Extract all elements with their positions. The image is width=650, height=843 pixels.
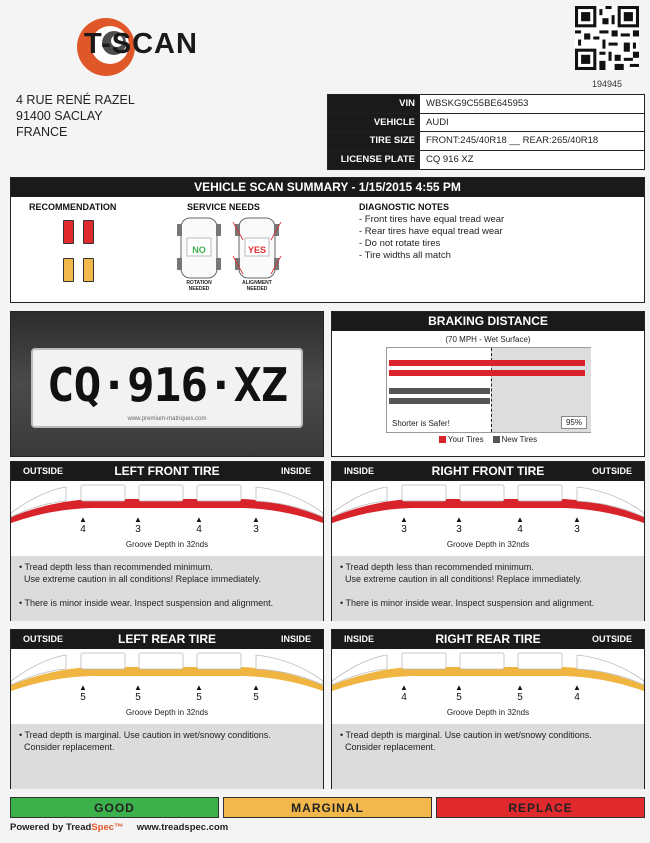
groove-depth bbox=[246, 516, 266, 535]
new-tires-swatch bbox=[493, 436, 500, 443]
groove-depth bbox=[510, 516, 530, 535]
groove-depth bbox=[246, 684, 266, 703]
arrow-up-icon: ▲ bbox=[252, 515, 260, 524]
groove-depth-value: 3 bbox=[401, 524, 407, 535]
tire-side-left: OUTSIDE bbox=[23, 466, 64, 476]
note-spacer bbox=[19, 585, 315, 597]
recommendation-lr-tire bbox=[63, 258, 74, 282]
tire-size-row bbox=[328, 132, 644, 151]
recommendation-heading: RECOMMENDATION bbox=[29, 202, 117, 212]
vehicle-value: AUDI bbox=[420, 114, 644, 132]
tire-note: • Tread depth less than recommended minimum. bbox=[19, 562, 213, 572]
rotation-caption-line: ROTATION bbox=[186, 280, 212, 286]
scan-summary-panel bbox=[10, 177, 645, 303]
diagnostic-note: - Rear tires have equal tread wear bbox=[359, 226, 503, 237]
arrow-up-icon: ▲ bbox=[400, 515, 408, 524]
note-spacer bbox=[340, 585, 636, 597]
summary-title: VEHICLE SCAN SUMMARY - 1/15/2015 4:55 PM bbox=[11, 178, 644, 197]
diagnostic-note: - Tire widths all match bbox=[359, 250, 451, 261]
tire-title: LEFT REAR TIRE bbox=[118, 632, 216, 646]
braking-percent: 95% bbox=[561, 416, 587, 429]
recommendation-lf-tire bbox=[63, 220, 74, 244]
plate-text: CQ·916·XZ bbox=[46, 358, 288, 412]
groove-depth-value: 5 bbox=[196, 692, 202, 703]
vehicle-label: VEHICLE bbox=[328, 114, 420, 132]
groove-depth-value: 3 bbox=[574, 524, 580, 535]
recommendation-rr-tire bbox=[83, 258, 94, 282]
tire-note: • Tread depth is marginal. Use caution in wet/snowy conditions. bbox=[340, 730, 592, 740]
license-plate bbox=[31, 348, 303, 428]
tire-notes bbox=[11, 724, 323, 789]
powered-by bbox=[10, 822, 228, 833]
alignment-caption-line: ALIGNMENT bbox=[242, 280, 272, 286]
tread-profile-graphic bbox=[332, 481, 644, 531]
groove-depth-label: Groove Depth in 32nds bbox=[125, 540, 209, 549]
tire-side-left: OUTSIDE bbox=[23, 634, 64, 644]
tire-notes bbox=[11, 556, 323, 621]
tire-side-right: INSIDE bbox=[280, 634, 311, 644]
new-tires-bar bbox=[389, 398, 490, 404]
tire-size-value: FRONT:245/40R18 __ REAR:265/40R18 bbox=[420, 132, 644, 150]
tread-profile-graphic bbox=[332, 649, 644, 699]
plate-maker-text: www.premium-matriques.com bbox=[127, 416, 207, 422]
tire-notes bbox=[332, 556, 644, 621]
tire-header bbox=[11, 630, 323, 649]
rotation-caption bbox=[177, 280, 221, 292]
groove-depth-label: Groove Depth in 32nds bbox=[446, 540, 530, 549]
groove-depth-value: 5 bbox=[517, 692, 523, 703]
condition-good: GOOD bbox=[10, 797, 219, 818]
groove-depth bbox=[510, 684, 530, 703]
braking-distance-panel bbox=[331, 311, 645, 457]
tread-profile-graphic bbox=[11, 481, 323, 531]
report-id: 194945 bbox=[591, 79, 623, 89]
your-tires-legend: Your Tires bbox=[447, 435, 484, 444]
groove-depth-value: 5 bbox=[456, 692, 462, 703]
alignment-caption-line: NEEDED bbox=[246, 286, 268, 292]
groove-depth-value: 3 bbox=[253, 524, 259, 535]
condition-marginal: MARGINAL bbox=[223, 797, 432, 818]
tire-side-left: INSIDE bbox=[344, 466, 375, 476]
rotation-caption-line: NEEDED bbox=[188, 286, 210, 292]
groove-depth bbox=[567, 516, 587, 535]
recommendation-rf-tire bbox=[83, 220, 94, 244]
tire-title: LEFT FRONT TIRE bbox=[114, 464, 220, 478]
groove-depth bbox=[189, 684, 209, 703]
diagnostic-notes-heading: DIAGNOSTIC NOTES bbox=[359, 202, 450, 212]
groove-depth bbox=[73, 516, 93, 535]
arrow-up-icon: ▲ bbox=[79, 683, 87, 692]
new-tires-bar bbox=[389, 388, 490, 394]
tire-notes bbox=[332, 724, 644, 789]
arrow-up-icon: ▲ bbox=[516, 515, 524, 524]
address-line: 91400 SACLAY bbox=[16, 109, 103, 123]
tire-note: • Tread depth less than recommended minimum. bbox=[340, 562, 534, 572]
qr-code-icon bbox=[575, 6, 639, 70]
tire-note: • There is minor inside wear. Inspect suspension and alignment. bbox=[19, 598, 274, 608]
right-rear-tire-panel bbox=[331, 629, 645, 789]
new-tires-legend: New Tires bbox=[501, 435, 538, 444]
powered-by-label: Powered by Tread bbox=[10, 822, 92, 833]
braking-title: BRAKING DISTANCE bbox=[332, 312, 644, 331]
arrow-up-icon: ▲ bbox=[455, 683, 463, 692]
diagnostic-note: - Front tires have equal tread wear bbox=[359, 214, 505, 225]
left-front-tire-panel bbox=[10, 461, 324, 621]
arrow-up-icon: ▲ bbox=[573, 683, 581, 692]
groove-depth-value: 4 bbox=[574, 692, 580, 703]
your-tires-swatch bbox=[439, 436, 446, 443]
license-plate-value: CQ 916 XZ bbox=[420, 151, 644, 170]
arrow-up-icon: ▲ bbox=[400, 683, 408, 692]
vin-value: WBSKG9C55BE645953 bbox=[420, 95, 644, 113]
powered-by-brand: Spec™ bbox=[91, 822, 124, 833]
groove-depth-value: 4 bbox=[401, 692, 407, 703]
vehicle-row bbox=[328, 114, 644, 133]
groove-depth bbox=[449, 684, 469, 703]
alignment-status: YES bbox=[247, 245, 266, 255]
vin-row bbox=[328, 95, 644, 114]
your-tires-bar bbox=[389, 370, 585, 376]
tire-header bbox=[11, 462, 323, 481]
tire-note: Use extreme caution in all conditions! Replace immediately. bbox=[340, 574, 582, 584]
service-needs-heading: SERVICE NEEDS bbox=[187, 202, 260, 212]
tire-side-right: OUTSIDE bbox=[591, 466, 632, 476]
braking-legend bbox=[332, 435, 644, 444]
tire-note: Use extreme caution in all conditions! Replace immediately. bbox=[19, 574, 261, 584]
groove-depth-value: 4 bbox=[517, 524, 523, 535]
groove-depth bbox=[449, 516, 469, 535]
right-front-tire-panel bbox=[331, 461, 645, 621]
treadspec-link[interactable]: www.treadspec.com bbox=[136, 822, 229, 833]
license-plate-row bbox=[328, 151, 644, 170]
groove-depth-label: Groove Depth in 32nds bbox=[125, 708, 209, 717]
groove-depth-value: 5 bbox=[135, 692, 141, 703]
groove-depth-value: 3 bbox=[135, 524, 141, 535]
groove-depth bbox=[128, 516, 148, 535]
rotation-status: NO bbox=[192, 245, 206, 255]
tire-header bbox=[332, 462, 644, 481]
tire-title: RIGHT FRONT TIRE bbox=[431, 464, 545, 478]
tire-title: RIGHT REAR TIRE bbox=[435, 632, 541, 646]
arrow-up-icon: ▲ bbox=[573, 515, 581, 524]
groove-depth-value: 4 bbox=[80, 524, 86, 535]
arrow-up-icon: ▲ bbox=[516, 683, 524, 692]
groove-depth-value: 5 bbox=[80, 692, 86, 703]
groove-depth-value: 4 bbox=[196, 524, 202, 535]
arrow-up-icon: ▲ bbox=[455, 515, 463, 524]
tread-profile-graphic bbox=[11, 649, 323, 699]
vehicle-info-table bbox=[327, 94, 645, 170]
groove-depth-value: 5 bbox=[253, 692, 259, 703]
arrow-up-icon: ▲ bbox=[79, 515, 87, 524]
arrow-up-icon: ▲ bbox=[134, 515, 142, 524]
groove-depth bbox=[394, 684, 414, 703]
tire-note: Consider replacement. bbox=[19, 742, 115, 752]
groove-depth bbox=[189, 516, 209, 535]
tire-side-left: INSIDE bbox=[344, 634, 375, 644]
groove-depth-value: 3 bbox=[456, 524, 462, 535]
arrow-up-icon: ▲ bbox=[195, 683, 203, 692]
arrow-up-icon: ▲ bbox=[134, 683, 142, 692]
braking-subtitle: (70 MPH - Wet Surface) bbox=[445, 335, 531, 344]
diagnostic-notes-list bbox=[359, 214, 504, 262]
groove-depth-label: Groove Depth in 32nds bbox=[446, 708, 530, 717]
license-plate-photo bbox=[10, 311, 324, 457]
address-line: 4 RUE RENÉ RAZEL bbox=[16, 93, 135, 107]
groove-depth bbox=[567, 684, 587, 703]
arrow-up-icon: ▲ bbox=[195, 515, 203, 524]
braking-chart bbox=[386, 347, 591, 433]
your-tires-bar bbox=[389, 360, 585, 366]
diagnostic-note: - Do not rotate tires bbox=[359, 238, 441, 249]
tire-side-right: INSIDE bbox=[280, 466, 311, 476]
tire-size-label: TIRE SIZE bbox=[328, 132, 420, 150]
groove-depth bbox=[394, 516, 414, 535]
tire-side-right: OUTSIDE bbox=[591, 634, 632, 644]
vin-label: VIN bbox=[328, 95, 420, 113]
groove-depth bbox=[128, 684, 148, 703]
alignment-caption bbox=[235, 280, 279, 292]
tire-header bbox=[332, 630, 644, 649]
groove-depth bbox=[73, 684, 93, 703]
tire-note: • Tread depth is marginal. Use caution in wet/snowy conditions. bbox=[19, 730, 271, 740]
shorter-is-safer-label: Shorter is Safer! bbox=[392, 419, 450, 428]
license-plate-label: LICENSE PLATE bbox=[328, 151, 420, 170]
left-rear-tire-panel bbox=[10, 629, 324, 789]
brand-name: T-SCAN bbox=[84, 28, 198, 60]
tire-note: Consider replacement. bbox=[340, 742, 436, 752]
tire-note: • There is minor inside wear. Inspect suspension and alignment. bbox=[340, 598, 595, 608]
condition-replace: REPLACE bbox=[436, 797, 645, 818]
dealer-address bbox=[16, 92, 135, 140]
arrow-up-icon: ▲ bbox=[252, 683, 260, 692]
address-line: FRANCE bbox=[16, 125, 68, 139]
